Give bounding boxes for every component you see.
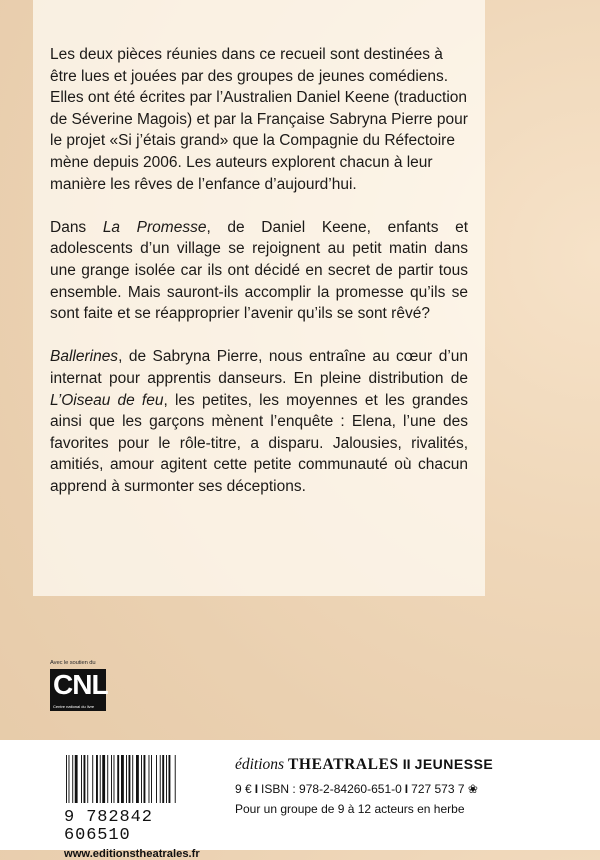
barcode-bar bbox=[84, 755, 86, 803]
back-cover-text bbox=[50, 44, 468, 519]
barcode-bar bbox=[114, 755, 115, 803]
barcode-bar bbox=[107, 755, 108, 803]
barcode-bar bbox=[162, 755, 164, 803]
barcode-bar bbox=[81, 755, 82, 803]
barcode-bar bbox=[69, 755, 70, 803]
barcode-number: 9 782842 606510 bbox=[64, 808, 153, 845]
barcode-bar bbox=[144, 755, 146, 803]
publisher-brand: THEATRALES bbox=[287, 756, 399, 773]
barcode-bar bbox=[129, 755, 131, 803]
publisher-separator: II bbox=[402, 756, 411, 772]
barcode-block bbox=[64, 755, 229, 860]
barcode-bar bbox=[166, 755, 167, 803]
title-oiseau-de-feu: L’Oiseau de feu bbox=[50, 391, 164, 409]
barcode-bar bbox=[72, 755, 73, 803]
barcode-bar bbox=[136, 755, 139, 803]
barcode-bar bbox=[111, 755, 112, 803]
publisher-website: www.editionstheatrales.fr bbox=[64, 848, 200, 860]
barcode-bar bbox=[149, 755, 150, 803]
cast-note: Pour un groupe de 9 à 12 acteurs en herbe bbox=[235, 802, 465, 816]
barcode-bar bbox=[92, 755, 93, 803]
isbn-separator: I bbox=[254, 782, 259, 796]
cnl-support-block bbox=[50, 660, 110, 711]
title-la-promesse: La Promesse bbox=[102, 218, 207, 236]
barcode-bar bbox=[96, 755, 98, 803]
paragraph-ballerines: Ballerines, de Sabryna Pierre, nous entraîne au cœur d’un internat pour apprentis danseurs. En pleine distribution de L’Oiseau de feu, les petites, les moyennes et les grandes ainsi que les garçons mènent l’enquête : Elena, l’une des favorites pour le rôle-titre, a disparu. Jalousies, rivalités, amitiés, amour agitent cette petite communauté où chacun apprend à surmonter ses déceptions. bbox=[50, 348, 468, 495]
barcode-bar bbox=[121, 755, 124, 803]
price: 9 € bbox=[235, 782, 252, 796]
barcode-bar bbox=[117, 755, 119, 803]
cnl-logo-text: CNL bbox=[53, 669, 108, 700]
barcode-bar bbox=[132, 755, 133, 803]
barcode-icon bbox=[64, 755, 224, 803]
cnl-support-text: Avec le soutien du bbox=[50, 660, 96, 666]
barcode-bar bbox=[141, 755, 142, 803]
barcode-bar bbox=[75, 755, 78, 803]
barcode-bar bbox=[156, 755, 157, 803]
cnl-logo-caption: Centre national du livre bbox=[53, 704, 95, 709]
barcode-bar bbox=[100, 755, 101, 803]
flower-icon: ❀ bbox=[467, 782, 478, 796]
barcode-bar bbox=[169, 755, 171, 803]
publisher-name bbox=[235, 756, 493, 774]
paragraph-intro: Les deux pièces réunies dans ce recueil sont destinées à être lues et jouées par des groupes de jeunes comédiens. Elles ont été écrites par l’Australien Daniel Keene (traduction de Séverine Magois) et par la Française Sabryna Pierre pour le projet «Si j’étais grand» que la Compagnie du Réfectoire mène depuis 2006. Les auteurs explorent chacun à leur manière les rêves de l’enfance d’aujourd’hui. bbox=[50, 46, 468, 193]
barcode-bar bbox=[66, 755, 67, 803]
title-ballerines: Ballerines bbox=[50, 348, 119, 366]
barcode-bar bbox=[102, 755, 105, 803]
internal-code: 727 573 7 bbox=[411, 782, 465, 796]
isbn: ISBN : 978-2-84260-651-0 bbox=[261, 782, 402, 796]
cnl-logo bbox=[50, 669, 106, 711]
code-separator: I bbox=[404, 782, 409, 796]
isbn-line bbox=[235, 782, 478, 796]
publisher-collection: JEUNESSE bbox=[414, 756, 494, 772]
barcode-bar bbox=[126, 755, 127, 803]
barcode-bar bbox=[87, 755, 88, 803]
barcode-bar bbox=[175, 755, 176, 803]
paragraph-la-promesse: Dans La Promesse, de Daniel Keene, enfants et adolescents d’un village se rejoignent au petit matin dans une grange isolée car ils ont décidé en secret de partir tous ensemble. Mais sauront-ils accomplir la promesse qu’ils se sont faite et se réapproprier l’avenir qu’ils se sont rêvé? bbox=[50, 218, 468, 323]
barcode-bar bbox=[151, 755, 152, 803]
publisher-editions: éditions bbox=[235, 756, 285, 773]
barcode-bar bbox=[160, 755, 161, 803]
